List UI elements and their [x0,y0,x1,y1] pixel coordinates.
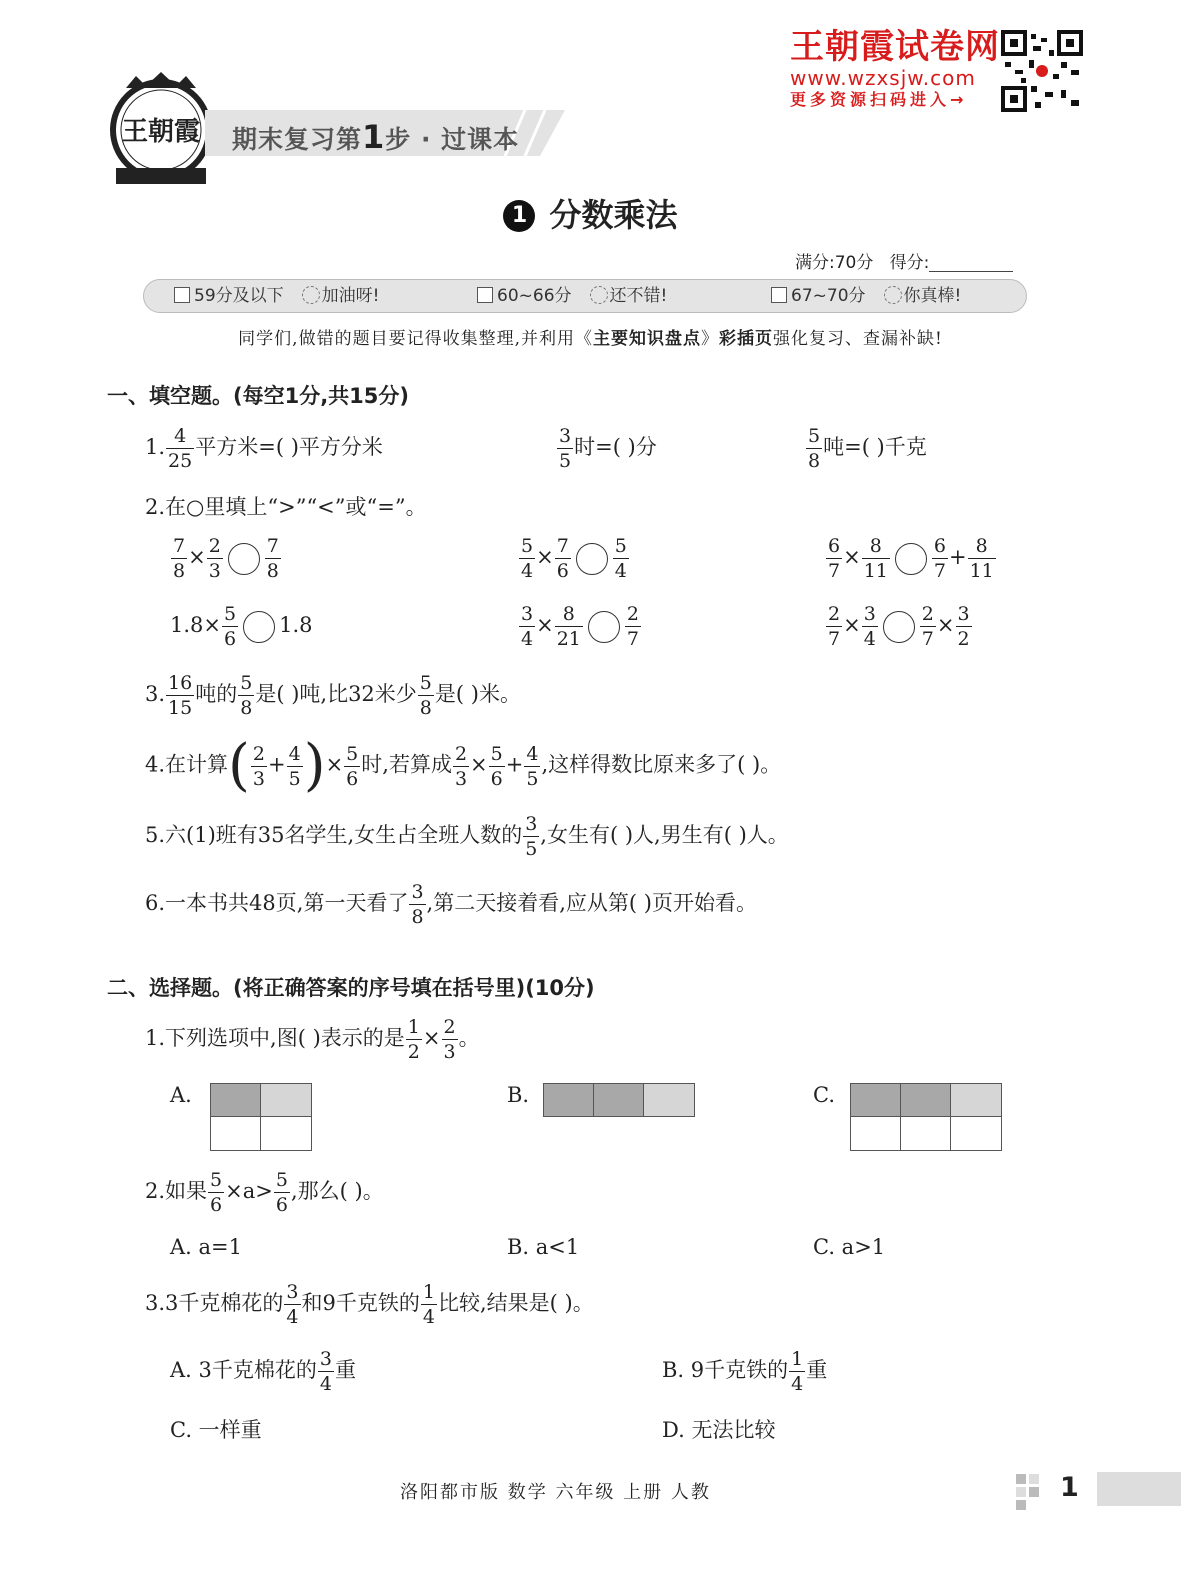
publisher-logo [106,68,216,188]
compare-circle[interactable] [243,611,275,643]
compare-4[interactable]: 1.8× $\frac{5}{6}$ 1.8 [170,603,313,650]
choice-q1[interactable]: 1.下列选项中,图( )表示的是 $\frac{1}{2}$ × $\frac{2}{3}$ 。 [145,1016,480,1063]
fill-q1-b[interactable]: $\frac{3}{5}$ 时=( )分 [559,425,657,472]
level-1-checkbox[interactable] [174,287,190,303]
fill-q1[interactable]: 1. $\frac{4}{25}$ 平方米=( )平方分米 [145,425,383,472]
choice-q2-option-a[interactable]: A. a=1 [170,1235,242,1259]
compare-circle[interactable] [895,543,927,575]
compare-circle[interactable] [228,543,260,575]
level-3-checkbox[interactable] [771,287,787,303]
choice-q1-option-b-label[interactable]: B. [507,1083,530,1107]
page-decoration-icon [1016,1474,1046,1504]
fill-q3[interactable]: 3. $\frac{16}{15}$ 吨的 $\frac{5}{8}$ 是( )吨,比32米少 $\frac{5}{8}$ 是( )米。 [145,672,521,719]
fill-q6[interactable]: 6.一本书共48页,第一天看了 $\frac{3}{8}$ ,第二天接着看,应从第( )页开始看。 [145,881,757,928]
unit-number: 1 [503,200,535,232]
choice-q1-option-a-label[interactable]: A. [170,1083,192,1107]
score-level-bar [143,279,1027,313]
score-line: 满分:70分 得分: [795,248,1013,273]
choice-q3-option-b[interactable]: B. 9千克铁的 $\frac{1}{4}$ 重 [662,1348,828,1395]
level-3: 67~70分 你真棒! [771,280,961,312]
compare-circle[interactable] [576,543,608,575]
svg-text:王朝霞: 王朝霞 [121,117,201,147]
reminder-note: 同学们,做错的题目要记得收集整理,并利用《主要知识盘点》彩插页强化复习、查漏补缺! [238,329,943,349]
option-b-diagram[interactable] [543,1083,695,1117]
section-1-title: 一、填空题。(每空1分,共15分) [107,384,410,408]
qr-code-icon[interactable] [1001,30,1083,112]
compare-2[interactable]: $\frac{5}{4}$ × $\frac{7}{6}$ $\frac{5}{4}$ [521,535,627,582]
brand-title: 王朝霞试卷网 [790,27,1000,67]
fill-q4[interactable]: 4.在计算( $\frac{2}{3}$ + $\frac{4}{5}$ )× $\frac{5}{6}$ 时,若算成 $\frac{2}{3}$ × $\frac{5}{6}$ + $\frac{4}{5}$ ,这样得数比原来多了( )。 [145,733,782,798]
fill-q1-c[interactable]: $\frac{5}{8}$ 吨=( )千克 [808,425,927,472]
section-2-title: 二、选择题。(将正确答案的序号填在括号里)(10分) [107,976,595,1000]
score-blank[interactable] [929,257,1013,272]
compare-1[interactable]: $\frac{7}{8}$ × $\frac{2}{3}$ $\frac{7}{8}$ [173,535,279,582]
brand-block[interactable] [790,28,1000,110]
choice-q2-option-b[interactable]: B. a<1 [507,1235,580,1259]
brand-subtitle: 更多资源扫码进入→ [790,90,968,109]
fill-q5[interactable]: 5.六(1)班有35名学生,女生占全班人数的 $\frac{3}{5}$ ,女生有( )人,男生有( )人。 [145,813,789,860]
level-2: 60~66分 还不错! [477,280,667,312]
smile-icon [884,286,902,304]
level-2-checkbox[interactable] [477,287,493,303]
step-banner-text: 期末复习第1步 · 过课本 [232,118,520,156]
choice-q3-option-d[interactable]: D. 无法比较 [662,1418,776,1442]
choice-q3[interactable]: 3.3千克棉花的 $\frac{3}{4}$ 和9千克铁的 $\frac{1}{4}$ 比较,结果是( )。 [145,1281,594,1328]
option-a-diagram[interactable] [210,1083,312,1151]
option-c-diagram[interactable] [850,1083,1002,1151]
choice-q3-option-c[interactable]: C. 一样重 [170,1418,262,1442]
compare-3[interactable]: $\frac{6}{7}$ × $\frac{8}{11}$ $\frac{6}{7}$ + $\frac{8}{11}$ [828,535,994,582]
compare-circle[interactable] [588,611,620,643]
smile-icon [590,286,608,304]
choice-q2[interactable]: 2.如果 $\frac{5}{6}$ ×a> $\frac{5}{6}$ ,那么( )。 [145,1169,384,1216]
smile-icon [302,286,320,304]
choice-q1-option-c-label[interactable]: C. [813,1083,835,1107]
level-1: 59分及以下 加油呀! [174,280,379,312]
page-number-bar [1097,1472,1181,1506]
page-number: 1 [1060,1472,1079,1503]
choice-q3-option-a[interactable]: A. 3千克棉花的 $\frac{3}{4}$ 重 [170,1348,356,1395]
unit-title: 1 分数乘法 [0,190,1181,236]
choice-q2-option-c[interactable]: C. a>1 [813,1235,886,1259]
compare-5[interactable]: $\frac{3}{4}$ × $\frac{8}{21}$ $\frac{2}{7}$ [521,603,639,650]
fill-q2: 2.在○里填上“>”“<”或“=”。 [145,495,427,519]
compare-circle[interactable] [883,611,915,643]
brand-url[interactable]: www.wzxsjw.com [790,66,976,90]
compare-6[interactable]: $\frac{2}{7}$ × $\frac{3}{4}$ $\frac{2}{7}$ × $\frac{3}{2}$ [828,603,970,650]
footer-edition: 洛阳都市版 数学 六年级 上册 人教 [400,1482,711,1503]
